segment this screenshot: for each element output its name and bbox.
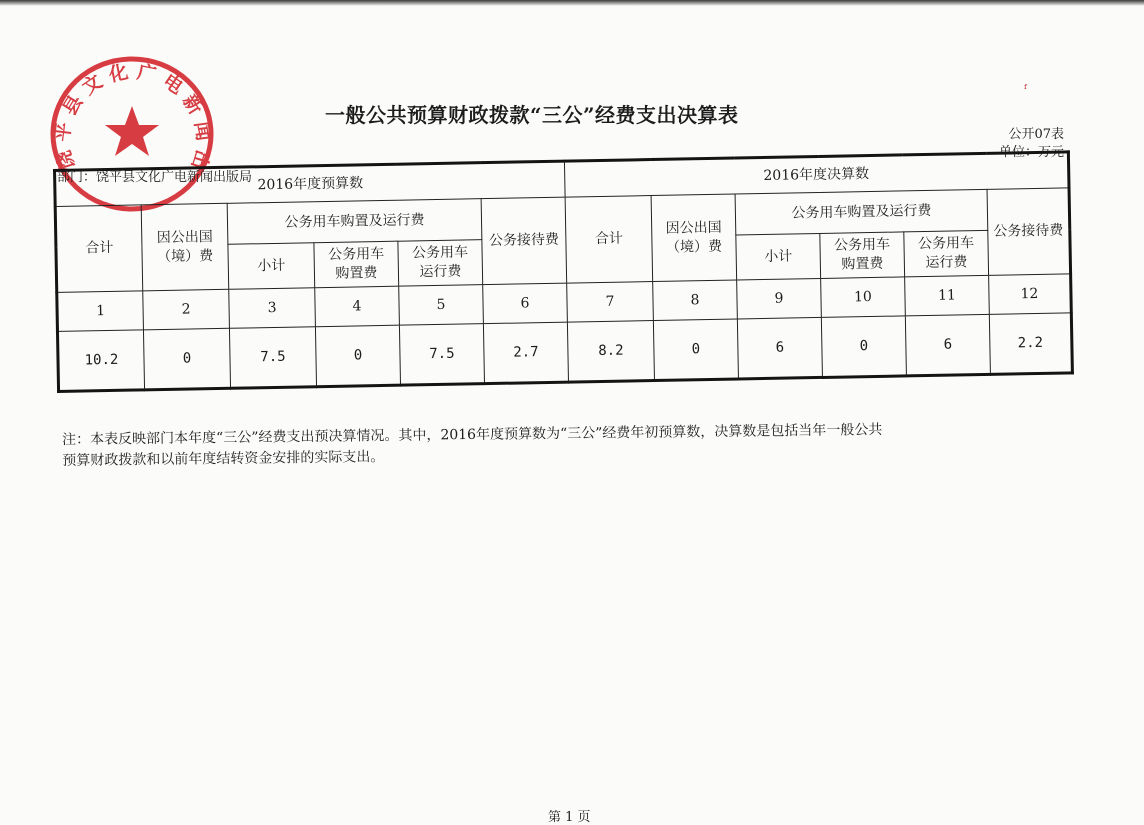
budget-abroad-value: 0: [143, 328, 230, 390]
budget-reception-header: 公务接待费: [481, 197, 567, 285]
column-index: 4: [315, 286, 400, 327]
final-operation-header: 公务用车 运行费: [904, 230, 989, 277]
column-index: 6: [483, 283, 568, 324]
column-index: 12: [989, 274, 1072, 314]
final-abroad-header: 因公出国 （境）费: [651, 194, 737, 282]
column-index: 10: [821, 277, 906, 318]
table-wrapper: [53, 150, 1071, 393]
budget-reception-value: 2.7: [483, 322, 568, 384]
column-index: 11: [905, 275, 990, 316]
budget-total-value: 10.2: [57, 330, 144, 392]
footnote-line: 注：本表反映部门本年度“三公”经费支出预决算情况。其中，2016年度预算数为“三公”经费年初预算数，决算数是包括当年一般公共: [62, 421, 883, 448]
final-group-header: 2016年度决算数: [564, 152, 1069, 197]
department-label: 部门：饶平县文化广电新闻出版局: [57, 170, 253, 185]
budget-purchase-header: 公务用车 购置费: [314, 241, 399, 288]
budget-operation-value: 7.5: [399, 324, 484, 386]
budget-total-header: 合计: [55, 205, 143, 293]
column-index: 1: [57, 291, 144, 332]
svg-text:饶平县文化广电新闻出版局: 饶平县文化广电新闻出: [51, 61, 215, 173]
footnote: [62, 418, 1072, 472]
column-index: 8: [653, 280, 738, 321]
final-total-value: 8.2: [567, 321, 654, 383]
form-code: 公开07表: [1008, 127, 1064, 142]
red-mark: ᶠ: [1024, 82, 1027, 96]
budget-subtotal-value: 7.5: [229, 327, 316, 389]
final-reception-header: 公务接待费: [987, 188, 1071, 275]
budget-subtotal-header: 小计: [228, 243, 315, 290]
final-subtotal-header: 小计: [736, 233, 821, 280]
budget-purchase-value: 0: [315, 325, 400, 387]
unit-label: 单位：万元: [998, 145, 1064, 160]
table-title: 一般公共预算财政拨款“三公”经费支出决算表: [325, 103, 739, 127]
budget-group-header: 2016年度预算数: [55, 161, 566, 206]
column-index: 7: [567, 282, 654, 323]
final-operation-value: 6: [905, 314, 990, 376]
final-vehicle-header: 公务用车购置及运行费: [735, 189, 988, 235]
budget-abroad-header: 因公出国 （境）费: [141, 203, 229, 291]
column-index: 3: [229, 288, 316, 329]
page-number: 第 1 页: [548, 810, 591, 825]
scan-edge: [0, 0, 1144, 6]
budget-vehicle-header: 公务用车购置及运行费: [227, 199, 482, 245]
column-index: 5: [399, 285, 484, 326]
final-purchase-value: 0: [821, 316, 906, 378]
final-total-header: 合计: [565, 196, 653, 284]
final-purchase-header: 公务用车 购置费: [820, 232, 905, 279]
column-index: 2: [143, 289, 230, 330]
footnote-line: 预算财政拨款和以前年度结转资金安排的实际支出。: [62, 449, 385, 469]
budget-operation-header: 公务用车 运行费: [398, 240, 483, 287]
final-reception-value: 2.2: [989, 313, 1072, 374]
three-public-expenses-table: [53, 150, 1074, 393]
column-index: 9: [737, 278, 822, 319]
final-subtotal-value: 6: [737, 317, 822, 379]
final-abroad-value: 0: [653, 319, 738, 381]
